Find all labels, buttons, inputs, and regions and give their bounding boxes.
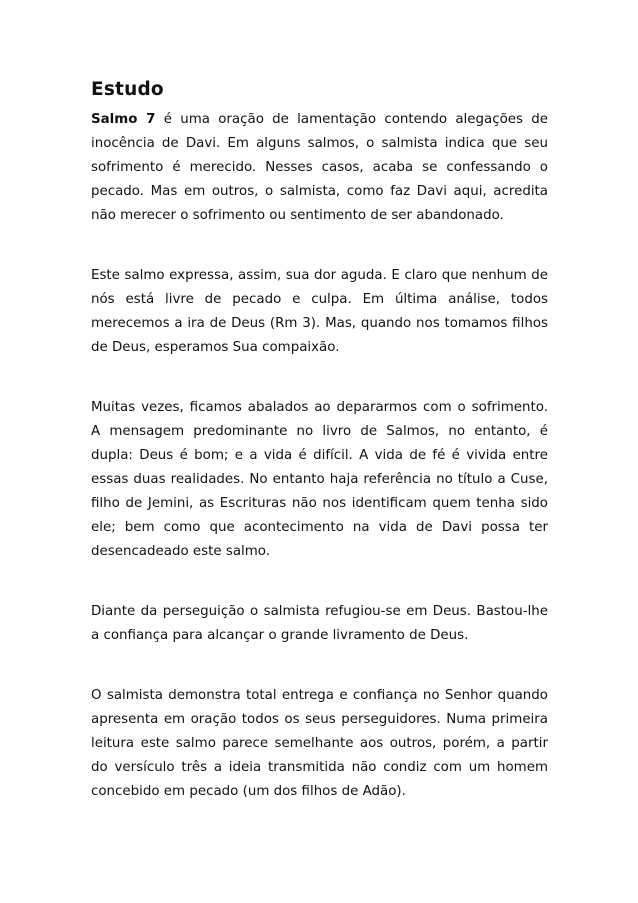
paragraph-2 — [91, 264, 548, 360]
document-title: Estudo — [91, 79, 164, 100]
paragraph-1-text: é uma oração de lamentação contendo alegações de inocência de Davi. Em alguns salmos, o salmista indica que seu sofrimento é merecido. Nesses casos, acaba se confessando o pecado. Mas em outros, o salmista, como faz Davi aqui, acredita não merecer o sofrimento ou sentimento de ser abandonado. — [91, 112, 548, 223]
paragraph-4-text: Diante da perseguição o salmista refugiou-se em Deus. Bastou-lhe a confiança para alcançar o grande livramento de Deus. — [91, 604, 548, 643]
paragraph-5-text: O salmista demonstra total entrega e confiança no Senhor quando apresenta em oração todos os seus perseguidores. Numa primeira leitura este salmo parece semelhante aos outros, porém, a partir do versículo três a ideia transmitida não condiz com um homem concebido em pecado (um dos filhos de Adão). — [91, 688, 548, 799]
paragraph-3-text: Muitas vezes, ficamos abalados ao depararmos com o sofrimento. A mensagem predominante no livro de Salmos, no entanto, é dupla: Deus é bom; e a vida é difícil. A vida de fé é vivida entre essas duas realidades. No entanto haja referência no título a Cuse, filho de Jemini, as Escrituras não nos identificam quem tenha sido ele; bem como que acontecimento na vida de Davi possa ter desencadeado este salmo. — [91, 400, 548, 559]
paragraph-1 — [91, 108, 548, 228]
paragraph-4 — [91, 600, 548, 648]
document-page — [91, 78, 548, 804]
paragraph-5 — [91, 684, 548, 804]
paragraph-2-text: Este salmo expressa, assim, sua dor aguda. E claro que nenhum de nós está livre de pecado e culpa. Em última análise, todos merecemos a ira de Deus (Rm 3). Mas, quando nos tomamos filhos de Deus, esperamos Sua compaixão. — [91, 268, 548, 355]
paragraph-3 — [91, 396, 548, 564]
paragraph-1-lead: Salmo 7 — [91, 112, 156, 127]
